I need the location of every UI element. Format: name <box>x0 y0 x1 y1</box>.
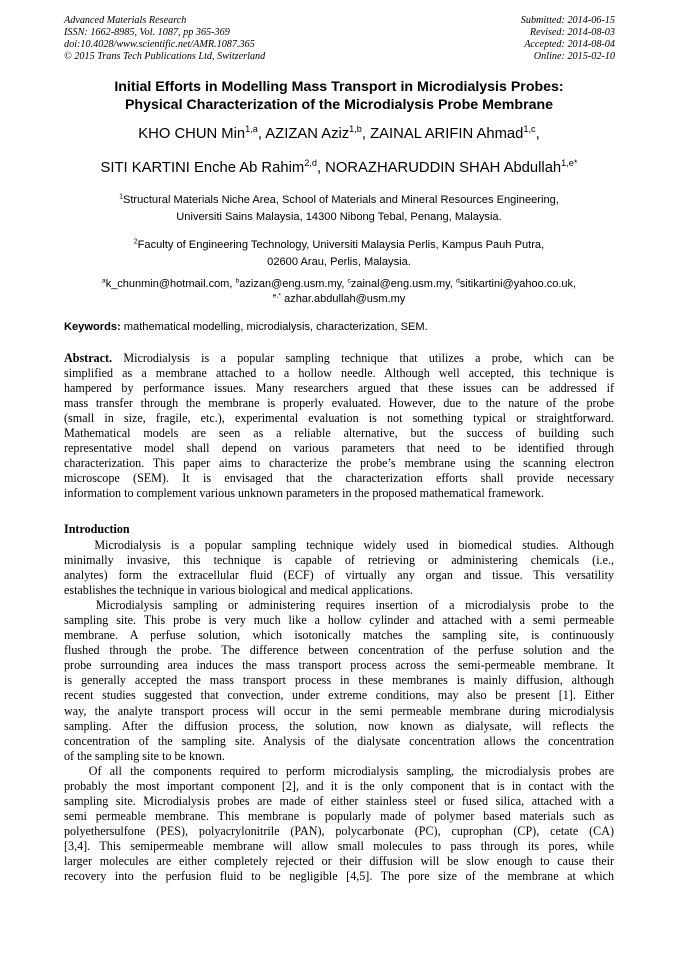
paragraph-line: Of all the components required to perform microdialysis sampling, the microdialysis probes are <box>64 763 614 778</box>
publication-dates <box>521 15 615 63</box>
paragraph-line: polyethersulfone (PES), polyacrylonitrile (PAN), polycarbonate (PC), cuprophan (CP), cetate (CA) <box>64 823 614 838</box>
email-mark: c <box>347 277 351 285</box>
author-affiliation-mark: 1,e* <box>561 158 578 169</box>
keywords <box>64 321 428 333</box>
paragraph-line: of the sampling site to be known. <box>64 748 225 763</box>
email-e[interactable]: azhar.abdullah@usm.my <box>281 293 406 305</box>
affiliation-1 <box>40 192 638 225</box>
abstract-label: Abstract. <box>64 351 113 365</box>
affiliation-2-line-1: Faculty of Engineering Technology, Universiti Malaysia Perlis, Kampus Pauh Putra, <box>137 239 545 251</box>
author-name: KHO CHUN Min <box>138 126 246 142</box>
affiliation-mark: 1 <box>119 193 123 201</box>
paragraph-line: probe surrounding area induces the mass transport process across the semi-permeable membrane. It <box>64 658 614 673</box>
journal-info <box>64 15 265 63</box>
paragraph-line: establishes the technique in various biological and medical applications. <box>64 583 413 598</box>
author-affiliation-mark: 1,b <box>349 124 362 135</box>
abstract <box>64 351 614 501</box>
title-line-1: Initial Efforts in Modelling Mass Transport in Microdialysis Probes: <box>114 79 564 95</box>
author-affiliation-mark: 2,d <box>304 158 317 169</box>
paragraph-line: way, the analyte transport process will occur in the semi permeable membrane during microdialysis <box>64 703 614 718</box>
paragraph-line: [3,4]. This semipermeable membrane will allow small molecules to pass through its pores, while <box>64 838 614 853</box>
abstract-line: microscope (SEM). It is envisaged that the characterization efforts shall provide necessary <box>64 471 614 486</box>
paragraph-line: analytes) form the extracellular fluid (ECF) of virtually any organ and tissue. This versatility <box>64 568 614 583</box>
abstract-line: characterization. This paper aims to characterize the probe’s membrane using the scanning electron <box>64 456 614 471</box>
paragraph-line: concentration of the sampling site. Analysis of the dialysate concentration allows the concentration <box>64 733 614 748</box>
paragraph-line: flushed through the probe. The difference between concentration of the perfuse solution and the <box>64 643 614 658</box>
paragraph-line: recovery into the perfusion fluid to be negligible [4,5]. The pore size of the membrane at which <box>64 869 614 884</box>
abstract-line: information to complement various unknown parameters in the proposed mathematical framework. <box>64 486 544 501</box>
paragraph-line: membrane. A perfuse solution, which isotonically matches the sampling site, is continuously <box>64 628 614 643</box>
email-d[interactable]: sitikartini@yahoo.co.uk, <box>459 278 577 290</box>
copyright-line: © 2015 Trans Tech Publications Ltd, Switzerland <box>64 51 266 63</box>
submitted-date: Submitted: 2014-06-15 <box>520 15 615 26</box>
issn-line: ISSN: 1662-8985, Vol. 1087, pp 365-369 <box>64 27 230 39</box>
abstract-line: (small in size, fragile, etc.), experimental evaluation is not something typical or straightforward. <box>64 411 614 426</box>
keywords-text: mathematical modelling, microdialysis, characterization, SEM. <box>120 321 428 333</box>
introduction-body <box>64 538 614 884</box>
paragraph-line: Microdialysis sampling or administering requires insertion of a microdialysis probe to the <box>64 598 614 613</box>
paragraph-line: minimally invasive, this technique is capable of retrieving or administering chemicals (i.e., <box>64 553 614 568</box>
paragraph-line: Microdialysis is a popular sampling technique widely used in biomedical studies. Although <box>64 538 614 552</box>
author-emails <box>30 277 648 307</box>
paragraph-line: sampling site. This probe is very much like a hollow cylinder and attached with a semi permeable <box>64 613 614 628</box>
introduction-heading: Introduction <box>64 522 130 536</box>
author-name: ZAINAL ARIFIN Ahmad <box>370 126 524 142</box>
abstract-line: Mathematical models are seen as a reliable alternative, but the success of building such <box>64 426 614 441</box>
journal-name: Advanced Materials Research <box>64 15 187 26</box>
affiliation-2-line-2: 02600 Arau, Perlis, Malaysia. <box>267 255 411 268</box>
affiliation-1-line-2: Universiti Sains Malaysia, 14300 Nibong Tebal, Penang, Malaysia. <box>176 210 502 223</box>
affiliation-1-line-1: Structural Materials Niche Area, School of Materials and Mineral Resources Engineering, <box>122 194 559 206</box>
doi-line: doi:10.4028/www.scientific.net/AMR.1087.365 <box>64 39 255 51</box>
author-affiliation-mark: 1,a <box>245 124 258 135</box>
affiliation-mark: 2 <box>133 238 138 246</box>
paragraph-line: probably the most important component [2], and it is the only component that is in contact with the <box>64 778 614 793</box>
paragraph-line: larger molecules are either completely rejected or their diffusion will be slow enough to cause their <box>64 853 614 868</box>
author-line-1: KHO CHUN Min$^{1,a}$, AZIZAN Aziz$^{1,b}$, ZAINAL ARIFIN Ahmad$^{1,c}$, <box>138 124 540 142</box>
paragraph-line: recent studies suggested that convection, under extreme conditions, may also be present [1]. Either <box>64 688 614 703</box>
abstract-text: Microdialysis is a popular sampling technique that utilizes a probe, which can be <box>112 351 614 365</box>
author-affiliation-mark: 1,c <box>523 124 536 135</box>
paragraph-line: is generally accepted the mass transport process in these membranes is mainly diffusion, although <box>64 673 614 688</box>
email-a[interactable]: k_chunmin@hotmail.com, <box>105 278 236 290</box>
email-c[interactable]: zainal@eng.usm.my, <box>350 278 456 290</box>
email-mark: a <box>101 277 106 285</box>
abstract-line: representative model shall depend on various parameters that need to be identified through <box>64 441 614 456</box>
author-name: AZIZAN Aziz <box>265 126 350 142</box>
author-line-2: SITI KARTINI Enche Ab Rahim$^{2,d}$, NORAZHARUDDIN SHAH Abdullah$^{1,e*}$ <box>100 158 578 176</box>
title-line-2: Physical Characterization of the Microdialysis Probe Membrane <box>124 97 554 113</box>
accepted-date: Accepted: 2014-08-04 <box>524 39 615 51</box>
email-mark: b <box>235 277 240 285</box>
paragraph-line: sampling site. Microdialysis probes are made of either stainless steel or fused silica, attached with a <box>64 793 614 808</box>
abstract-line <box>64 351 614 366</box>
paragraph-line: sampling. After the diffusion process, the solution, now known as dialysate, will reflects the <box>64 718 614 733</box>
online-date: Online: 2015-02-10 <box>533 51 615 63</box>
paper-title <box>40 78 638 114</box>
keywords-label: Keywords: <box>64 321 121 333</box>
affiliation-2 <box>40 237 638 270</box>
abstract-line: simplified as a membrane attached to a hollow needle. Although well accepted, this technique is <box>64 366 614 381</box>
email-mark: d <box>455 277 460 285</box>
author-name: SITI KARTINI Enche Ab Rahim <box>100 160 305 176</box>
email-mark: e,* <box>272 292 282 300</box>
abstract-line: hampered by performance issues. Many researchers argued that these issues can be addressed if <box>64 381 614 396</box>
email-b[interactable]: azizan@eng.usm.my, <box>239 278 348 290</box>
abstract-line: mass transfer through the membrane is properly evaluated. However, due to the nature of the probe <box>64 396 614 411</box>
author-name: NORAZHARUDDIN SHAH Abdullah <box>325 160 562 176</box>
revised-date: Revised: 2014-08-03 <box>529 27 615 39</box>
paragraph-line: semi permeable membrane. This membrane is popularly made of polymer based materials such as <box>64 808 614 823</box>
